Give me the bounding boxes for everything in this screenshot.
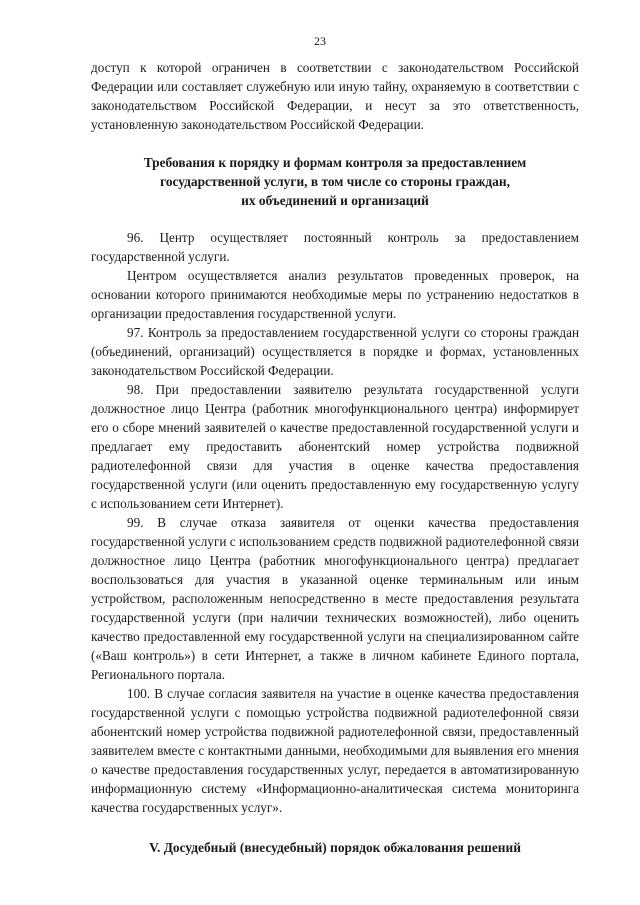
paragraph-96: 96. Центр осуществляет постоянный контроль за предоставлением государственной услуги. [91, 230, 579, 264]
paragraph-98: 98. При предоставлении заявителю результата государственной услуги должностное лицо Центра (работник многофункционального центра) информирует его о сборе мнений заявителей о качестве предоставленной государственной услуги и предлагает ему предоставить абонентский номер устройства подвижной радиотелефонной связи для участия в оценке качества предоставления государственной услуги (или оценить предоставленную ему государственную услугу с использованием сети Интернет). [91, 382, 579, 511]
section-heading-line-1: Требования к порядку и формам контроля за предоставлением [143, 155, 527, 170]
paragraph-100: 100. В случае согласия заявителя на участие в оценке качества предоставления государственной услуги с помощью устройства подвижной радиотелефонной связи абонентский номер устройства подвижной радиотелефонной связи, предоставленный заявителем вместе с контактными данными, необходимыми для выявления его мнения о качестве предоставления государственных услуг, передается в автоматизированную информационную систему «Информационно-аналитическая система мониторинга качества государственных услуг». [91, 686, 579, 815]
next-section-heading: V. Досудебный (внесудебный) порядок обжалования решений [149, 840, 521, 855]
page-number: 23 [314, 34, 326, 48]
section-heading-line-2: государственной услуги, в том числе со стороны граждан, [160, 174, 510, 189]
section-heading [91, 153, 579, 210]
paragraph-96-analysis: Центром осуществляется анализ результатов проведенных проверок, на основании которого принимаются необходимые меры по устранению недостатков в организации предоставления государственной услуги. [91, 268, 579, 321]
paragraph-97: 97. Контроль за предоставлением государственной услуги со стороны граждан (объединений, организаций) осуществляется в порядке и формах, установленных законодательством Российской Федерации. [91, 325, 579, 378]
intro-paragraph: доступ к которой ограничен в соответствии с законодательством Российской Федерации или составляет служебную или иную тайну, охраняемую в соответствии с законодательством Российской Федерации, и несут за это ответственность, установленную законодательством Российской Федерации. [91, 60, 579, 132]
section-heading-line-3: их объединений и организаций [241, 193, 429, 208]
paragraph-99: 99. В случае отказа заявителя от оценки качества предоставления государственной услуги с использованием средств подвижной радиотелефонной связи должностное лицо Центра (работник многофункционального центра) предлагает воспользоваться для участия в указанной оценке терминальным или иным устройством, расположенным непосредственно в месте предоставления результата государственной услуги (при наличии технических возможностей), либо оценить качество предоставленной ему государственной услуги на специализированном сайте («Ваш контроль») в сети Интернет, а также в личном кабинете Единого портала, Регионального портала. [91, 515, 579, 682]
page-content [91, 58, 579, 857]
